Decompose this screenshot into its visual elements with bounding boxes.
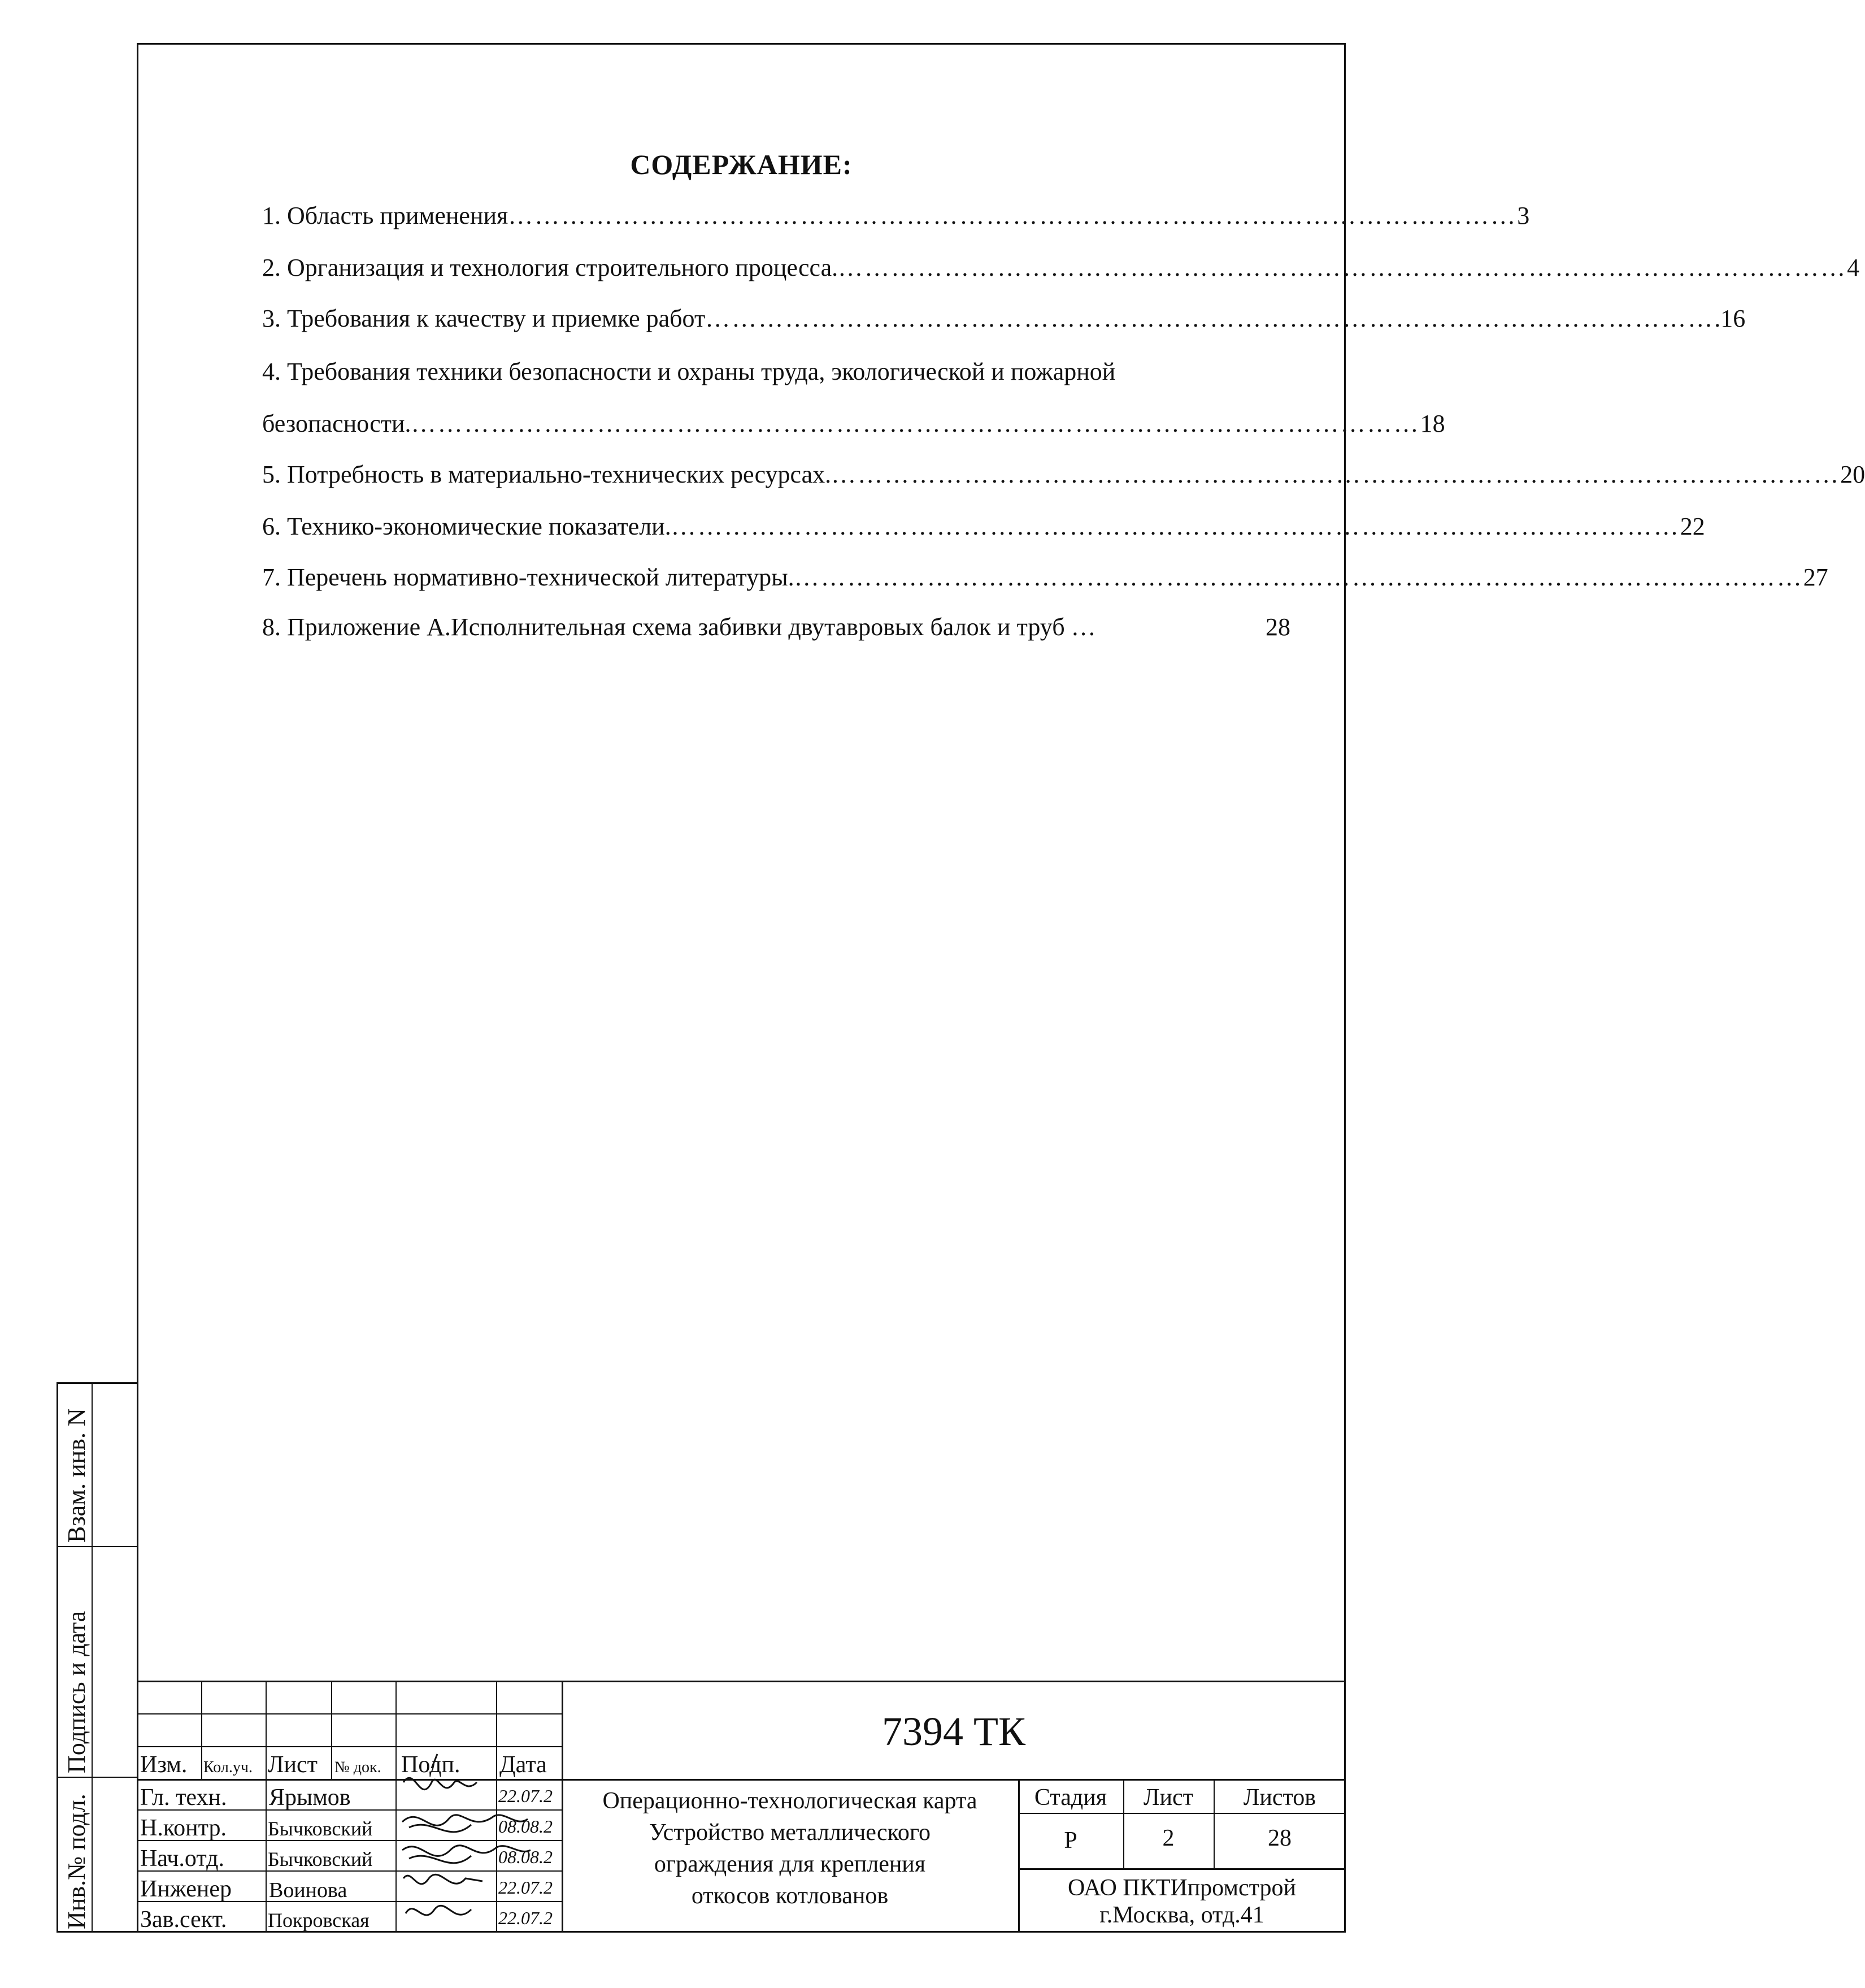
toc-item-text: 7. Перечень нормативно-технической литературы. — [262, 563, 794, 591]
hdr-izm: Изм. — [140, 1752, 188, 1778]
toc-item-text: 5. Потребность в материально-технических ресурсах. — [262, 461, 832, 488]
side-divider — [56, 1777, 138, 1778]
row-name: Покровская — [268, 1909, 369, 1931]
toc-item — [262, 302, 1746, 336]
tb-line — [137, 1713, 562, 1714]
toc-item — [262, 458, 1865, 492]
toc-item — [262, 510, 1705, 544]
side-divider — [56, 1546, 138, 1547]
row-date: 22.07.2 — [498, 1908, 553, 1928]
toc-item-page: 27 — [1803, 563, 1828, 591]
row-name: Ярымов — [269, 1785, 351, 1811]
sheet-value: 2 — [1162, 1825, 1175, 1851]
toc-item-text: 1. Область применения — [262, 202, 508, 229]
row-role: Н.контр. — [140, 1815, 227, 1841]
row-name: Бычковский — [268, 1848, 373, 1870]
doc-title-line: откосов котлованов — [691, 1883, 889, 1909]
hdr-podp: Подп. — [401, 1752, 460, 1778]
tb-line — [1018, 1868, 1346, 1870]
vzam-inv-label: Взам. инв. N — [63, 1408, 90, 1543]
hdr-list: Лист — [268, 1752, 318, 1778]
page-title: СОДЕРЖАНИЕ: — [630, 149, 853, 180]
toc-leader: …………………………………………………………………………………………………… — [671, 513, 1680, 540]
toc-leader: …………………………………………………………………………………………………… — [705, 305, 1715, 332]
signature-scribble — [406, 1905, 471, 1915]
toc-leader: …………………………………………………………………………………………………… — [838, 254, 1847, 281]
signature-scribble — [409, 1856, 471, 1863]
signature-scribble — [402, 1846, 531, 1856]
toc-item-page: 4 — [1847, 254, 1860, 281]
toc-item-page: .16 — [1714, 305, 1746, 332]
row-role: Гл. техн. — [140, 1785, 227, 1811]
hdr-data: Дата — [499, 1752, 547, 1778]
side-strip — [56, 1382, 138, 1933]
row-date: 08.08.2 — [498, 1816, 553, 1837]
toc-item-page: 28 — [1266, 613, 1290, 641]
toc-item-page: 18 — [1420, 410, 1445, 437]
doc-code: 7394 ТК — [881, 1709, 1025, 1754]
title-block — [137, 1681, 1346, 1933]
toc-item-text: безопасности. — [262, 410, 411, 437]
row-role: Инженер — [140, 1876, 232, 1902]
toc-item — [262, 561, 1828, 594]
toc-item-text: 8. Приложение А.Исполнительная схема забивки двутавровых балок и труб … — [262, 613, 1096, 641]
toc-leader: …………………………………………………………………………………………………… — [794, 563, 1803, 591]
inv-no-label: Инв.№ подл. — [63, 1794, 90, 1929]
row-role: Зав.сект. — [140, 1907, 227, 1933]
stage-label: Стадия — [1034, 1785, 1107, 1811]
row-role: Нач.отд. — [140, 1846, 225, 1872]
toc-item — [262, 610, 1290, 644]
doc-title-line: Операционно-технологическая карта — [602, 1788, 977, 1814]
toc-item — [262, 407, 1445, 441]
toc-item — [262, 251, 1860, 285]
tb-line — [137, 1681, 1346, 1682]
toc-leader: …………………………………………………………………………………………………… — [831, 461, 1841, 488]
tb-line — [137, 1746, 562, 1747]
stage-value: Р — [1064, 1828, 1077, 1854]
tb-line — [1018, 1813, 1346, 1814]
doc-title-line: Устройство металлического — [649, 1820, 931, 1846]
tb-line — [331, 1681, 332, 1779]
tb-line — [137, 1779, 1346, 1781]
row-name: Бычковский — [268, 1817, 373, 1840]
tb-line — [266, 1681, 267, 1933]
toc-leader: …………………………………………………………………………………………………… — [411, 410, 1420, 437]
row-date: 08.08.2 — [498, 1847, 553, 1867]
toc-item — [262, 199, 1530, 233]
hdr-ndok: № док. — [334, 1759, 381, 1776]
doc-title-line: ограждения для крепления — [654, 1851, 926, 1877]
toc-item-page: 22 — [1680, 513, 1705, 540]
org-name: ОАО ПКТИпромстрой — [1068, 1875, 1296, 1901]
toc-leader: …………………………………………………………………………………………………… — [508, 202, 1518, 229]
signature-scribble — [402, 1815, 528, 1826]
org-location: г.Москва, отд.41 — [1099, 1902, 1264, 1928]
tb-line — [395, 1681, 397, 1933]
row-date: 22.07.2 — [498, 1877, 553, 1898]
signatures-graphic — [398, 1765, 533, 1933]
sheet-label: Лист — [1144, 1785, 1193, 1811]
toc-item-page: 3 — [1517, 202, 1530, 229]
sign-date-label: Подпись и дата — [63, 1611, 90, 1773]
toc-item-text: 2. Организация и технология строительного процесса. — [262, 254, 838, 281]
tb-line — [201, 1681, 202, 1779]
signature-scribble — [403, 1874, 482, 1884]
row-name: Воинова — [269, 1878, 347, 1902]
side-divider — [92, 1382, 93, 1933]
signature-scribble — [403, 1778, 477, 1789]
toc-item-text: 3. Требования к качеству и приемке работ — [262, 305, 706, 332]
sheets-value: 28 — [1268, 1825, 1292, 1851]
toc-item-line: 4. Требования техники безопасности и охраны труда, экологической и пожарной — [262, 358, 1116, 385]
sheets-label: Листов — [1243, 1785, 1316, 1811]
hdr-kol: Кол.уч. — [203, 1759, 253, 1776]
toc-item-page: 20 — [1840, 461, 1865, 488]
row-date: 22.07.2 — [498, 1786, 553, 1806]
toc-item-text: 6. Технико-экономические показатели. — [262, 513, 671, 540]
